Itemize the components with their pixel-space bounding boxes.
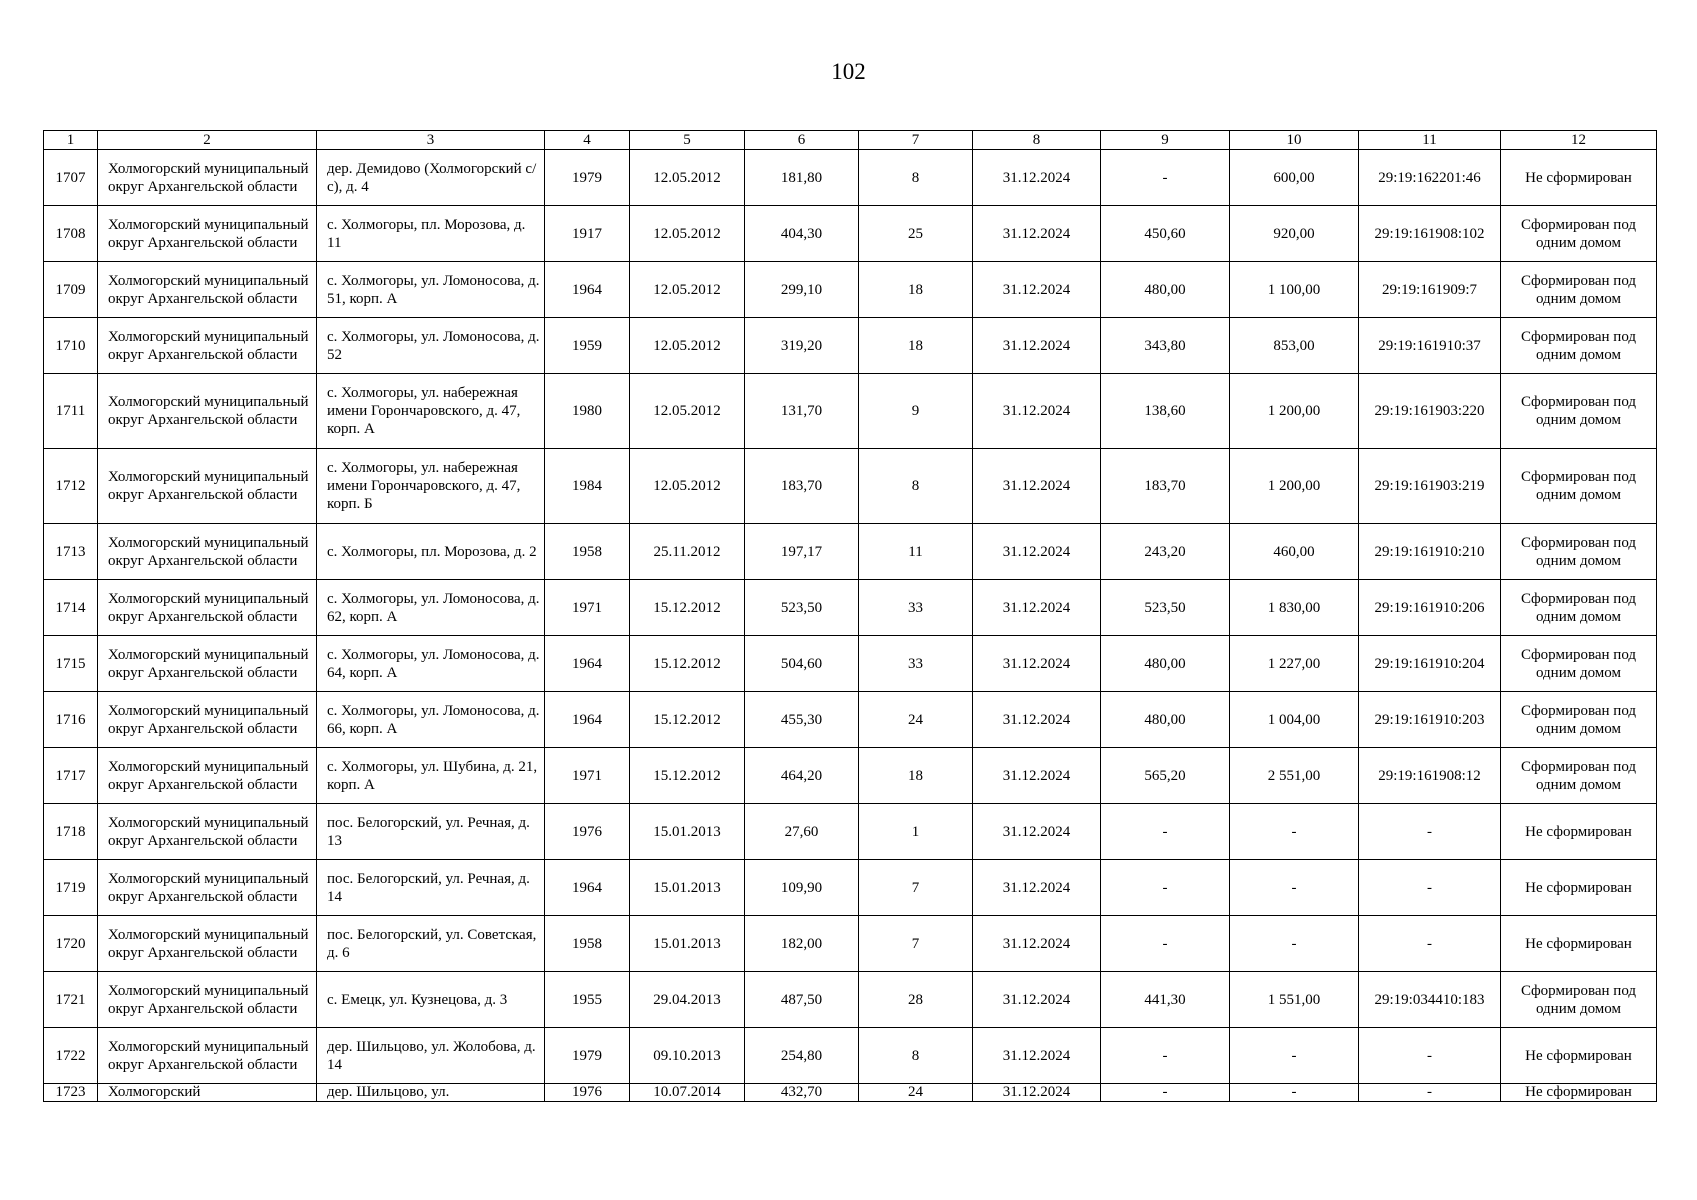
municipality-cell: Холмогорский муниципальный округ Архангельской области bbox=[98, 692, 317, 748]
table-row bbox=[44, 580, 1657, 636]
date-cell: 12.05.2012 bbox=[630, 449, 745, 524]
area-cell: 181,80 bbox=[745, 150, 859, 206]
residents-cell: 7 bbox=[859, 916, 973, 972]
municipality-cell: Холмогорский муниципальный округ Архангельской области bbox=[98, 580, 317, 636]
table-row bbox=[44, 524, 1657, 580]
residents-cell: 7 bbox=[859, 860, 973, 916]
date-cell: 15.12.2012 bbox=[630, 692, 745, 748]
table-row bbox=[44, 636, 1657, 692]
cadastral-number-cell: 29:19:161910:203 bbox=[1359, 692, 1501, 748]
plot-area-cell: 1 200,00 bbox=[1230, 449, 1359, 524]
land-status-cell: Сформирован под одним домом bbox=[1501, 972, 1657, 1028]
land-status-cell: Сформирован под одним домом bbox=[1501, 318, 1657, 374]
address-cell: с. Холмогоры, ул. Ломоносова, д. 52 bbox=[317, 318, 545, 374]
residents-cell: 25 bbox=[859, 206, 973, 262]
land-status-cell: Сформирован под одним домом bbox=[1501, 636, 1657, 692]
table-row bbox=[44, 374, 1657, 449]
land-status-cell: Сформирован под одним домом bbox=[1501, 692, 1657, 748]
municipality-cell bbox=[98, 1084, 317, 1102]
column-header-1: 1 bbox=[44, 131, 98, 150]
area-cell: 523,50 bbox=[745, 580, 859, 636]
row-number-cell: 1712 bbox=[44, 449, 98, 524]
area-cell: 183,70 bbox=[745, 449, 859, 524]
land-status-cell: Сформирован под одним домом bbox=[1501, 374, 1657, 449]
cadastral-number-cell: 29:19:161910:204 bbox=[1359, 636, 1501, 692]
deadline-cell: 31.12.2024 bbox=[973, 524, 1101, 580]
column-header-11: 11 bbox=[1359, 131, 1501, 150]
address-cell: с. Холмогоры, пл. Морозова, д. 11 bbox=[317, 206, 545, 262]
year-built-cell: 1964 bbox=[545, 860, 630, 916]
deadline-cell bbox=[973, 1084, 1101, 1102]
residents-cell: 8 bbox=[859, 150, 973, 206]
deadline-cell: 31.12.2024 bbox=[973, 636, 1101, 692]
land-area-cell: 138,60 bbox=[1101, 374, 1230, 449]
municipality-text: Холмогорский bbox=[108, 1084, 201, 1100]
row-number-cell: 1710 bbox=[44, 318, 98, 374]
plot-area-text: - bbox=[1291, 1084, 1297, 1100]
municipality-cell: Холмогорский муниципальный округ Архангельской области bbox=[98, 449, 317, 524]
land-status-cell: Не сформирован bbox=[1501, 804, 1657, 860]
land-status-cell: Не сформирован bbox=[1501, 150, 1657, 206]
residents-cell: 28 bbox=[859, 972, 973, 1028]
year-built-cell: 1971 bbox=[545, 580, 630, 636]
land-area-text: - bbox=[1162, 1084, 1168, 1100]
row-number-cell: 1709 bbox=[44, 262, 98, 318]
residents-cell: 18 bbox=[859, 318, 973, 374]
year-built-cell: 1976 bbox=[545, 804, 630, 860]
date-cell: 12.05.2012 bbox=[630, 206, 745, 262]
land-status-cell bbox=[1501, 1084, 1657, 1102]
address-cell: с. Холмогоры, ул. набережная имени Горончаровского, д. 47, корп. А bbox=[317, 374, 545, 449]
address-cell: с. Холмогоры, ул. Ломоносова, д. 66, корп. А bbox=[317, 692, 545, 748]
deadline-cell: 31.12.2024 bbox=[973, 916, 1101, 972]
year-built-cell: 1979 bbox=[545, 1028, 630, 1084]
land-area-cell: - bbox=[1101, 860, 1230, 916]
table-row bbox=[44, 449, 1657, 524]
year-built-cell: 1964 bbox=[545, 262, 630, 318]
column-header-10: 10 bbox=[1230, 131, 1359, 150]
column-header-2: 2 bbox=[98, 131, 317, 150]
column-header-6: 6 bbox=[745, 131, 859, 150]
residents-cell: 33 bbox=[859, 636, 973, 692]
table-row bbox=[44, 860, 1657, 916]
area-cell: 455,30 bbox=[745, 692, 859, 748]
plot-area-cell: 920,00 bbox=[1230, 206, 1359, 262]
land-area-cell: 480,00 bbox=[1101, 636, 1230, 692]
deadline-cell: 31.12.2024 bbox=[973, 150, 1101, 206]
cadastral-number-cell bbox=[1359, 1084, 1501, 1102]
plot-area-cell: 1 100,00 bbox=[1230, 262, 1359, 318]
land-area-cell: 523,50 bbox=[1101, 580, 1230, 636]
land-status-cell: Сформирован под одним домом bbox=[1501, 748, 1657, 804]
municipality-cell: Холмогорский муниципальный округ Архангельской области bbox=[98, 262, 317, 318]
plot-area-cell: 1 551,00 bbox=[1230, 972, 1359, 1028]
plot-area-cell: 460,00 bbox=[1230, 524, 1359, 580]
land-status-cell: Не сформирован bbox=[1501, 860, 1657, 916]
land-area-cell: 480,00 bbox=[1101, 262, 1230, 318]
row-number-cell: 1715 bbox=[44, 636, 98, 692]
row-number-cell: 1711 bbox=[44, 374, 98, 449]
cadastral-number-cell: - bbox=[1359, 916, 1501, 972]
deadline-cell: 31.12.2024 bbox=[973, 580, 1101, 636]
plot-area-cell: 1 004,00 bbox=[1230, 692, 1359, 748]
address-cell: пос. Белогорский, ул. Речная, д. 13 bbox=[317, 804, 545, 860]
column-header-4: 4 bbox=[545, 131, 630, 150]
land-status-cell: Сформирован под одним домом bbox=[1501, 449, 1657, 524]
residents-cell: 18 bbox=[859, 748, 973, 804]
date-cell bbox=[630, 1084, 745, 1102]
land-status-cell: Сформирован под одним домом bbox=[1501, 262, 1657, 318]
table-row bbox=[44, 1084, 1657, 1102]
area-cell: 319,20 bbox=[745, 318, 859, 374]
area-cell: 299,10 bbox=[745, 262, 859, 318]
year-built-cell: 1971 bbox=[545, 748, 630, 804]
date-cell: 12.05.2012 bbox=[630, 374, 745, 449]
municipality-cell: Холмогорский муниципальный округ Архангельской области bbox=[98, 150, 317, 206]
cadastral-number-cell: - bbox=[1359, 1028, 1501, 1084]
municipality-cell: Холмогорский муниципальный округ Архангельской области bbox=[98, 206, 317, 262]
land-area-cell: 450,60 bbox=[1101, 206, 1230, 262]
land-status-cell: Сформирован под одним домом bbox=[1501, 206, 1657, 262]
plot-area-cell: 853,00 bbox=[1230, 318, 1359, 374]
land-status-text: Не сформирован bbox=[1525, 1084, 1632, 1100]
year-built-cell: 1984 bbox=[545, 449, 630, 524]
municipality-cell: Холмогорский муниципальный округ Архангельской области bbox=[98, 1028, 317, 1084]
column-header-3: 3 bbox=[317, 131, 545, 150]
residents-cell: 8 bbox=[859, 449, 973, 524]
row-number-cell: 1718 bbox=[44, 804, 98, 860]
area-cell: 27,60 bbox=[745, 804, 859, 860]
residents-cell bbox=[859, 1084, 973, 1102]
address-cell: с. Холмогоры, ул. Ломоносова, д. 62, корп. А bbox=[317, 580, 545, 636]
land-area-cell: 565,20 bbox=[1101, 748, 1230, 804]
cadastral-number-cell: 29:19:034410:183 bbox=[1359, 972, 1501, 1028]
year-built-cell: 1958 bbox=[545, 524, 630, 580]
land-area-cell: 243,20 bbox=[1101, 524, 1230, 580]
year-built-cell: 1955 bbox=[545, 972, 630, 1028]
area-text: 432,70 bbox=[780, 1084, 823, 1100]
municipality-cell: Холмогорский муниципальный округ Архангельской области bbox=[98, 636, 317, 692]
municipality-cell: Холмогорский муниципальный округ Архангельской области bbox=[98, 804, 317, 860]
area-cell: 464,20 bbox=[745, 748, 859, 804]
residents-cell: 8 bbox=[859, 1028, 973, 1084]
address-cell: с. Холмогоры, ул. набережная имени Горончаровского, д. 47, корп. Б bbox=[317, 449, 545, 524]
table-body bbox=[44, 131, 1657, 1102]
row-number-cell: 1707 bbox=[44, 150, 98, 206]
column-header-5: 5 bbox=[630, 131, 745, 150]
land-area-cell: - bbox=[1101, 1028, 1230, 1084]
deadline-cell: 31.12.2024 bbox=[973, 206, 1101, 262]
table-row bbox=[44, 1028, 1657, 1084]
residents-cell: 18 bbox=[859, 262, 973, 318]
cadastral-number-cell: - bbox=[1359, 860, 1501, 916]
deadline-text: 31.12.2024 bbox=[1002, 1084, 1071, 1100]
date-text: 10.07.2014 bbox=[653, 1084, 721, 1100]
plot-area-cell: - bbox=[1230, 804, 1359, 860]
row-number-cell: 1719 bbox=[44, 860, 98, 916]
row-number-cell: 1714 bbox=[44, 580, 98, 636]
land-status-cell: Сформирован под одним домом bbox=[1501, 580, 1657, 636]
land-status-cell: Не сформирован bbox=[1501, 1028, 1657, 1084]
address-cell: с. Холмогоры, ул. Шубина, д. 21, корп. А bbox=[317, 748, 545, 804]
deadline-cell: 31.12.2024 bbox=[973, 449, 1101, 524]
land-area-cell: 183,70 bbox=[1101, 449, 1230, 524]
year-built-cell bbox=[545, 1084, 630, 1102]
area-cell: 182,00 bbox=[745, 916, 859, 972]
deadline-cell: 31.12.2024 bbox=[973, 692, 1101, 748]
residents-cell: 33 bbox=[859, 580, 973, 636]
cadastral-number-cell: 29:19:161910:206 bbox=[1359, 580, 1501, 636]
area-cell: 404,30 bbox=[745, 206, 859, 262]
address-cell bbox=[317, 1084, 545, 1102]
land-status-cell: Сформирован под одним домом bbox=[1501, 524, 1657, 580]
municipality-cell: Холмогорский муниципальный округ Архангельской области bbox=[98, 748, 317, 804]
address-cell: пос. Белогорский, ул. Советская, д. 6 bbox=[317, 916, 545, 972]
area-cell: 109,90 bbox=[745, 860, 859, 916]
date-cell: 15.01.2013 bbox=[630, 916, 745, 972]
plot-area-cell: - bbox=[1230, 916, 1359, 972]
date-cell: 15.12.2012 bbox=[630, 580, 745, 636]
table-row bbox=[44, 150, 1657, 206]
address-cell: с. Холмогоры, ул. Ломоносова, д. 64, корп. А bbox=[317, 636, 545, 692]
address-cell: с. Холмогоры, ул. Ломоносова, д. 51, корп. А bbox=[317, 262, 545, 318]
land-area-cell: - bbox=[1101, 150, 1230, 206]
cadastral-number-cell: 29:19:161908:102 bbox=[1359, 206, 1501, 262]
row-number-cell: 1717 bbox=[44, 748, 98, 804]
year-built-text: 1976 bbox=[572, 1084, 602, 1100]
residents-cell: 11 bbox=[859, 524, 973, 580]
column-header-7: 7 bbox=[859, 131, 973, 150]
table-row bbox=[44, 916, 1657, 972]
year-built-cell: 1964 bbox=[545, 636, 630, 692]
date-cell: 12.05.2012 bbox=[630, 150, 745, 206]
cadastral-number-cell: 29:19:161903:219 bbox=[1359, 449, 1501, 524]
municipality-cell: Холмогорский муниципальный округ Архангельской области bbox=[98, 318, 317, 374]
plot-area-cell bbox=[1230, 1084, 1359, 1102]
deadline-cell: 31.12.2024 bbox=[973, 804, 1101, 860]
table-row bbox=[44, 804, 1657, 860]
plot-area-cell: 1 227,00 bbox=[1230, 636, 1359, 692]
deadline-cell: 31.12.2024 bbox=[973, 262, 1101, 318]
plot-area-cell: 1 830,00 bbox=[1230, 580, 1359, 636]
cadastral-number-text: - bbox=[1427, 1084, 1432, 1100]
land-area-cell: - bbox=[1101, 916, 1230, 972]
year-built-cell: 1959 bbox=[545, 318, 630, 374]
row-number-cell: 1716 bbox=[44, 692, 98, 748]
deadline-cell: 31.12.2024 bbox=[973, 972, 1101, 1028]
residents-cell: 1 bbox=[859, 804, 973, 860]
table-row bbox=[44, 748, 1657, 804]
municipality-cell: Холмогорский муниципальный округ Архангельской области bbox=[98, 524, 317, 580]
address-text: дер. Шильцово, ул. bbox=[327, 1084, 450, 1100]
deadline-cell: 31.12.2024 bbox=[973, 1028, 1101, 1084]
date-cell: 12.05.2012 bbox=[630, 318, 745, 374]
cadastral-number-cell: 29:19:161908:12 bbox=[1359, 748, 1501, 804]
row-number-cell bbox=[44, 1084, 98, 1102]
table-row bbox=[44, 262, 1657, 318]
cadastral-number-cell: 29:19:161903:220 bbox=[1359, 374, 1501, 449]
table-row bbox=[44, 692, 1657, 748]
address-cell: дер. Демидово (Холмогорский с/с), д. 4 bbox=[317, 150, 545, 206]
date-cell: 15.12.2012 bbox=[630, 636, 745, 692]
date-cell: 15.01.2013 bbox=[630, 804, 745, 860]
residents-cell: 24 bbox=[859, 692, 973, 748]
area-cell: 254,80 bbox=[745, 1028, 859, 1084]
land-area-cell: 441,30 bbox=[1101, 972, 1230, 1028]
registry-table bbox=[43, 130, 1657, 1102]
deadline-cell: 31.12.2024 bbox=[973, 860, 1101, 916]
area-cell bbox=[745, 1084, 859, 1102]
year-built-cell: 1980 bbox=[545, 374, 630, 449]
column-header-12: 12 bbox=[1501, 131, 1657, 150]
plot-area-cell: 600,00 bbox=[1230, 150, 1359, 206]
plot-area-cell: - bbox=[1230, 1028, 1359, 1084]
table-row bbox=[44, 206, 1657, 262]
address-cell: пос. Белогорский, ул. Речная, д. 14 bbox=[317, 860, 545, 916]
land-status-cell: Не сформирован bbox=[1501, 916, 1657, 972]
deadline-cell: 31.12.2024 bbox=[973, 318, 1101, 374]
deadline-cell: 31.12.2024 bbox=[973, 748, 1101, 804]
date-cell: 09.10.2013 bbox=[630, 1028, 745, 1084]
year-built-cell: 1979 bbox=[545, 150, 630, 206]
row-number-text: 1723 bbox=[55, 1084, 86, 1100]
address-cell: дер. Шильцово, ул. Жолобова, д. 14 bbox=[317, 1028, 545, 1084]
table-row bbox=[44, 972, 1657, 1028]
land-area-cell bbox=[1101, 1084, 1230, 1102]
column-header-8: 8 bbox=[973, 131, 1101, 150]
address-cell: с. Емецк, ул. Кузнецова, д. 3 bbox=[317, 972, 545, 1028]
area-cell: 504,60 bbox=[745, 636, 859, 692]
row-number-cell: 1722 bbox=[44, 1028, 98, 1084]
area-cell: 197,17 bbox=[745, 524, 859, 580]
year-built-cell: 1917 bbox=[545, 206, 630, 262]
date-cell: 15.12.2012 bbox=[630, 748, 745, 804]
land-area-cell: 343,80 bbox=[1101, 318, 1230, 374]
plot-area-cell: 2 551,00 bbox=[1230, 748, 1359, 804]
date-cell: 15.01.2013 bbox=[630, 860, 745, 916]
land-area-cell: - bbox=[1101, 804, 1230, 860]
plot-area-cell: 1 200,00 bbox=[1230, 374, 1359, 449]
cadastral-number-cell: 29:19:161910:210 bbox=[1359, 524, 1501, 580]
cadastral-number-cell: 29:19:162201:46 bbox=[1359, 150, 1501, 206]
row-number-cell: 1708 bbox=[44, 206, 98, 262]
cadastral-number-cell: - bbox=[1359, 804, 1501, 860]
residents-cell: 9 bbox=[859, 374, 973, 449]
column-header-9: 9 bbox=[1101, 131, 1230, 150]
residents-text: 24 bbox=[908, 1084, 923, 1100]
page-number: 102 bbox=[831, 59, 866, 84]
row-number-cell: 1720 bbox=[44, 916, 98, 972]
address-cell: с. Холмогоры, пл. Морозова, д. 2 bbox=[317, 524, 545, 580]
deadline-cell: 31.12.2024 bbox=[973, 374, 1101, 449]
cadastral-number-cell: 29:19:161910:37 bbox=[1359, 318, 1501, 374]
plot-area-cell: - bbox=[1230, 860, 1359, 916]
date-cell: 25.11.2012 bbox=[630, 524, 745, 580]
year-built-cell: 1964 bbox=[545, 692, 630, 748]
municipality-cell: Холмогорский муниципальный округ Архангельской области bbox=[98, 916, 317, 972]
row-number-cell: 1713 bbox=[44, 524, 98, 580]
registry-table-container bbox=[43, 130, 1656, 1102]
date-cell: 12.05.2012 bbox=[630, 262, 745, 318]
area-cell: 131,70 bbox=[745, 374, 859, 449]
municipality-cell: Холмогорский муниципальный округ Архангельской области bbox=[98, 374, 317, 449]
municipality-cell: Холмогорский муниципальный округ Архангельской области bbox=[98, 860, 317, 916]
date-cell: 29.04.2013 bbox=[630, 972, 745, 1028]
column-number-row bbox=[44, 131, 1657, 150]
area-cell: 487,50 bbox=[745, 972, 859, 1028]
cadastral-number-cell: 29:19:161909:7 bbox=[1359, 262, 1501, 318]
municipality-cell: Холмогорский муниципальный округ Архангельской области bbox=[98, 972, 317, 1028]
row-number-cell: 1721 bbox=[44, 972, 98, 1028]
year-built-cell: 1958 bbox=[545, 916, 630, 972]
table-row bbox=[44, 318, 1657, 374]
land-area-cell: 480,00 bbox=[1101, 692, 1230, 748]
